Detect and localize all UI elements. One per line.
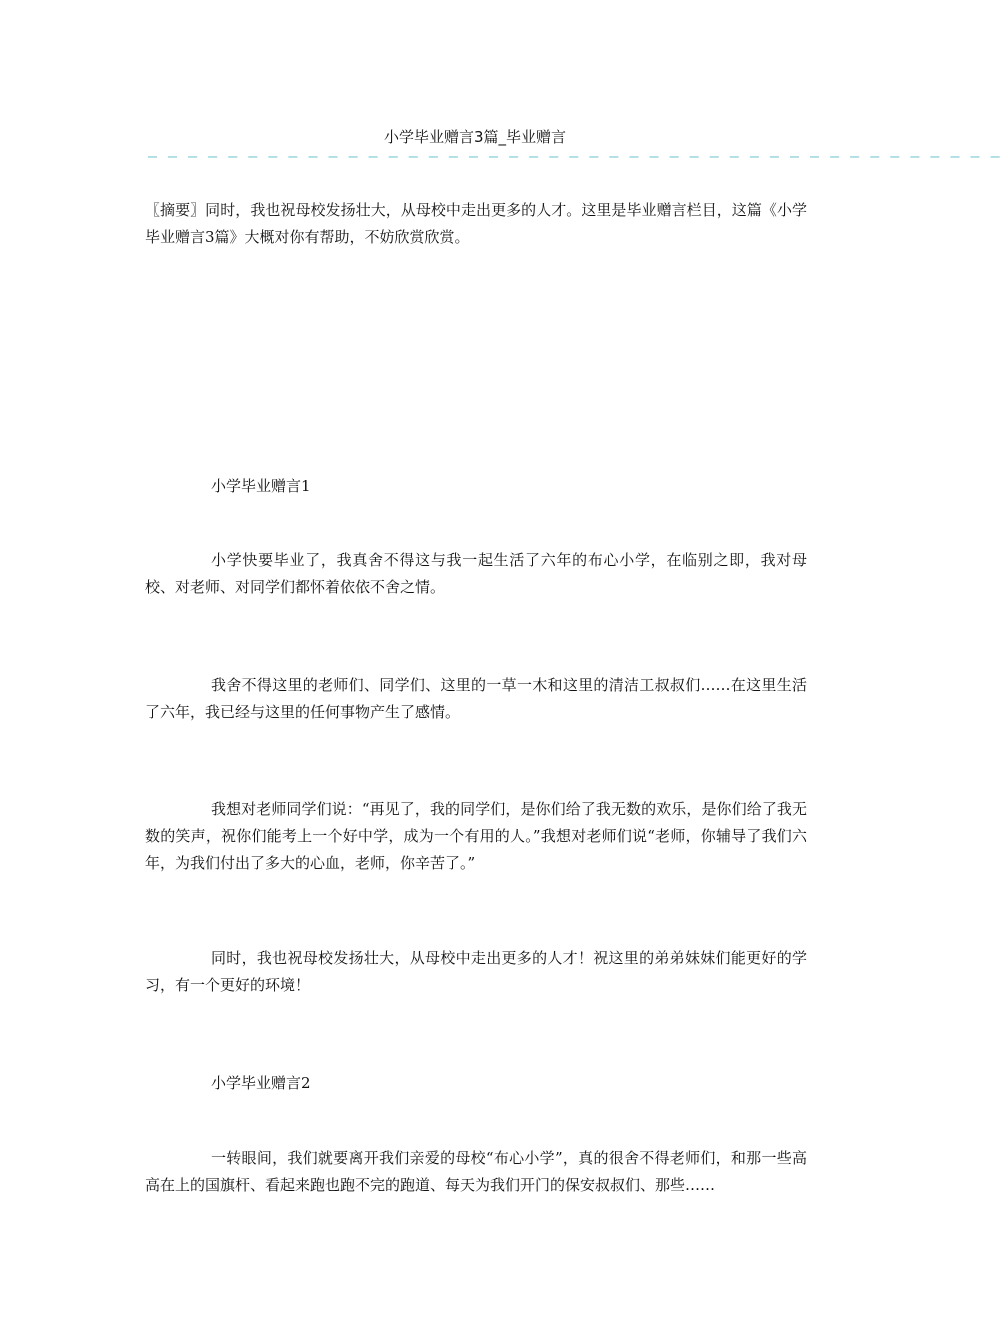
section-1-paragraph-2: 我舍不得这里的老师们、同学们、这里的一草一木和这里的清洁工叔叔们……在这里生活了六年，我已经与这里的任何事物产生了感情。 [145,676,807,721]
section-1-heading: 小学毕业赠言1 [211,477,311,495]
page-title: 小学毕业赠言3篇_毕业赠言 [383,128,567,146]
section-2-paragraph-1: 一转眼间，我们就要离开我们亲爱的母校“布心小学”，真的很舍不得老师们，和那一些高高在上的国旗杆、看起来跑也跑不完的跑道、每天为我们开门的保安叔叔们、那些…… [145,1149,807,1194]
section-2-heading: 小学毕业赠言2 [211,1074,311,1092]
summary-paragraph: 〖摘要〗同时，我也祝母校发扬壮大，从母校中走出更多的人才。这里是毕业赠言栏目，这篇《小学毕业赠言3篇》大概对你有帮助，不妨欣赏欣赏。 [145,201,807,246]
section-1-paragraph-1: 小学快要毕业了，我真舍不得这与我一起生活了六年的布心小学，在临别之即，我对母校、对老师、对同学们都怀着依依不舍之情。 [145,551,807,596]
section-1-paragraph-4: 同时，我也祝母校发扬壮大，从母校中走出更多的人才！祝这里的弟弟妹妹们能更好的学习，有一个更好的环境！ [145,949,807,994]
title-divider: — — — — — — — — — — — — — — — — — — — — — — — — — — — — — — — — — — — — — — — — — — — [148,147,1001,165]
section-1-paragraph-3: 我想对老师同学们说：“再见了，我的同学们，是你们给了我无数的欢乐，是你们给了我无数的笑声，祝你们能考上一个好中学，成为一个有用的人。”我想对老师们说“老师，你辅导了我们六年，为我们付出了多大的心血，老师，你辛苦了。” [145,800,807,872]
